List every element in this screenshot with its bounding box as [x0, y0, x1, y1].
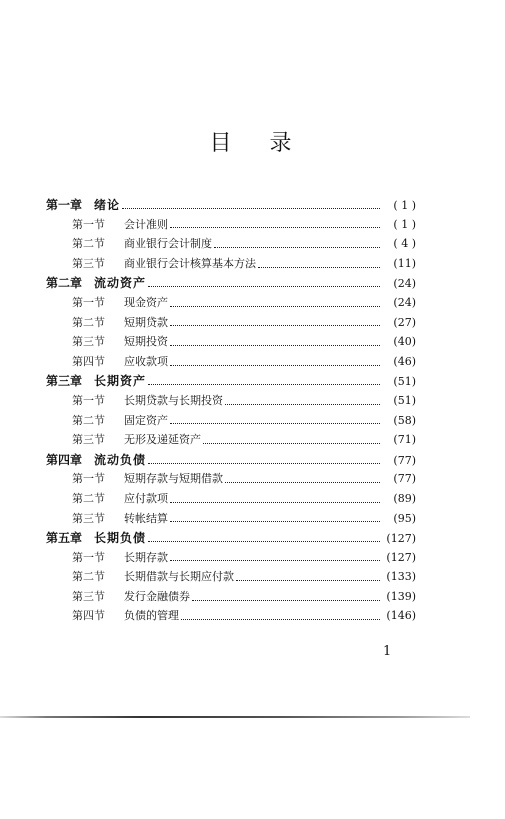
page-reference: (146)	[386, 609, 416, 623]
section-number: 第三节	[72, 256, 105, 270]
toc-section-entry	[46, 333, 416, 353]
dot-leader	[236, 579, 380, 581]
dot-leader	[203, 442, 380, 444]
dot-leader	[181, 618, 380, 620]
chapter-title: 流动资产	[94, 276, 147, 291]
section-title: 短期存款与短期借款	[124, 472, 223, 486]
page-reference: (58)	[393, 413, 416, 427]
toc-chapter-entry	[46, 274, 416, 294]
toc-section-entry	[46, 568, 416, 588]
section-number: 第三节	[72, 511, 105, 525]
page-reference: (46)	[393, 354, 416, 368]
table-of-contents	[46, 196, 416, 627]
dot-leader	[148, 285, 380, 287]
toc-section-entry	[46, 431, 416, 451]
section-title: 应收款项	[124, 354, 168, 368]
page-reference: (77)	[393, 472, 416, 486]
page-title	[0, 126, 505, 157]
section-title: 转帐结算	[124, 511, 168, 525]
section-number: 第四节	[72, 354, 105, 368]
page-reference: (27)	[393, 315, 416, 329]
chapter-title: 流动负债	[94, 452, 147, 467]
dot-leader	[258, 266, 380, 268]
section-title: 固定资产	[124, 413, 168, 427]
section-title: 长期存款	[124, 550, 168, 564]
section-number: 第一节	[72, 550, 105, 564]
section-title: 短期贷款	[124, 315, 168, 329]
section-number: 第一节	[72, 295, 105, 309]
page-reference: (51)	[393, 393, 416, 407]
dot-leader	[170, 559, 380, 561]
chapter-title: 长期资产	[94, 374, 147, 389]
page-reference: ( 1 )	[393, 199, 416, 212]
section-number: 第二节	[72, 413, 105, 427]
page-reference: (127)	[386, 550, 416, 564]
page-reference: (139)	[386, 589, 416, 603]
chapter-title: 绪论	[94, 198, 121, 212]
section-title: 无形及递延资产	[124, 433, 201, 447]
page-reference: (89)	[393, 491, 416, 505]
dot-leader	[170, 501, 380, 503]
toc-section-entry	[46, 235, 416, 255]
chapter-number: 第五章	[46, 531, 83, 546]
page-reference: (127)	[386, 532, 416, 546]
dot-leader	[148, 540, 380, 542]
page-reference: ( 4 )	[393, 237, 416, 251]
dot-leader	[122, 207, 380, 209]
page-reference: (40)	[393, 335, 416, 349]
toc-section-entry	[46, 353, 416, 373]
dot-leader	[192, 599, 380, 601]
toc-chapter-entry	[46, 529, 416, 549]
page-reference: (77)	[393, 453, 416, 467]
toc-chapter-entry	[46, 451, 416, 471]
toc-section-entry	[46, 314, 416, 334]
dot-leader	[170, 520, 380, 522]
dot-leader	[170, 344, 380, 346]
dot-leader	[170, 324, 380, 326]
section-number: 第四节	[72, 609, 105, 623]
section-title: 长期贷款与长期投资	[124, 393, 223, 407]
page-reference: (51)	[393, 375, 416, 389]
section-number: 第三节	[72, 433, 105, 447]
page-reference: (24)	[393, 295, 416, 309]
section-number: 第二节	[72, 491, 105, 505]
title-char-2: 录	[269, 131, 296, 156]
dot-leader	[170, 364, 380, 366]
toc-section-entry	[46, 490, 416, 510]
toc-section-entry	[46, 588, 416, 608]
section-title: 长期借款与长期应付款	[124, 570, 234, 584]
section-number: 第二节	[72, 237, 105, 251]
toc-section-entry	[46, 412, 416, 432]
chapter-number: 第二章	[46, 276, 83, 291]
section-number: 第一节	[72, 217, 105, 231]
toc-section-entry	[46, 510, 416, 530]
dot-leader	[148, 462, 380, 464]
dot-leader	[148, 383, 380, 385]
section-number: 第一节	[72, 472, 105, 486]
section-title: 现金资产	[124, 295, 168, 309]
toc-section-entry	[46, 392, 416, 412]
page-reference: (71)	[393, 433, 416, 447]
toc-section-entry	[46, 294, 416, 314]
toc-section-entry	[46, 216, 416, 236]
section-title: 会计准则	[124, 217, 168, 231]
page-reference: (133)	[386, 570, 416, 584]
section-title: 商业银行会计制度	[124, 237, 212, 251]
dot-leader	[225, 481, 380, 483]
toc-section-entry	[46, 470, 416, 490]
chapter-title: 长期负债	[94, 531, 147, 546]
section-title: 商业银行会计核算基本方法	[124, 256, 256, 270]
toc-section-entry	[46, 607, 416, 627]
section-number: 第二节	[72, 570, 105, 584]
section-number: 第三节	[72, 589, 105, 603]
page-reference: (11)	[393, 256, 416, 270]
dot-leader	[170, 305, 380, 307]
dot-leader	[170, 422, 380, 424]
dot-leader	[170, 226, 380, 228]
page-number: 1	[383, 644, 392, 659]
chapter-number: 第一章	[46, 198, 83, 212]
section-title: 发行金融债券	[124, 589, 190, 603]
chapter-number: 第四章	[46, 452, 83, 467]
dot-leader	[214, 246, 380, 248]
section-number: 第三节	[72, 335, 105, 349]
section-title: 短期投资	[124, 335, 168, 349]
section-number: 第二节	[72, 315, 105, 329]
toc-section-entry	[46, 255, 416, 275]
toc-chapter-entry	[46, 196, 416, 216]
page-reference: ( 1 )	[393, 217, 416, 231]
page-reference: (95)	[393, 511, 416, 525]
chapter-number: 第三章	[46, 374, 83, 389]
title-char-1: 目	[209, 131, 236, 156]
section-number: 第一节	[72, 393, 105, 407]
page-reference: (24)	[393, 277, 416, 291]
dot-leader	[225, 403, 380, 405]
section-title: 应付款项	[124, 491, 168, 505]
bottom-rule	[0, 716, 470, 718]
toc-section-entry	[46, 549, 416, 569]
toc-chapter-entry	[46, 372, 416, 392]
section-title: 负债的管理	[124, 609, 179, 623]
